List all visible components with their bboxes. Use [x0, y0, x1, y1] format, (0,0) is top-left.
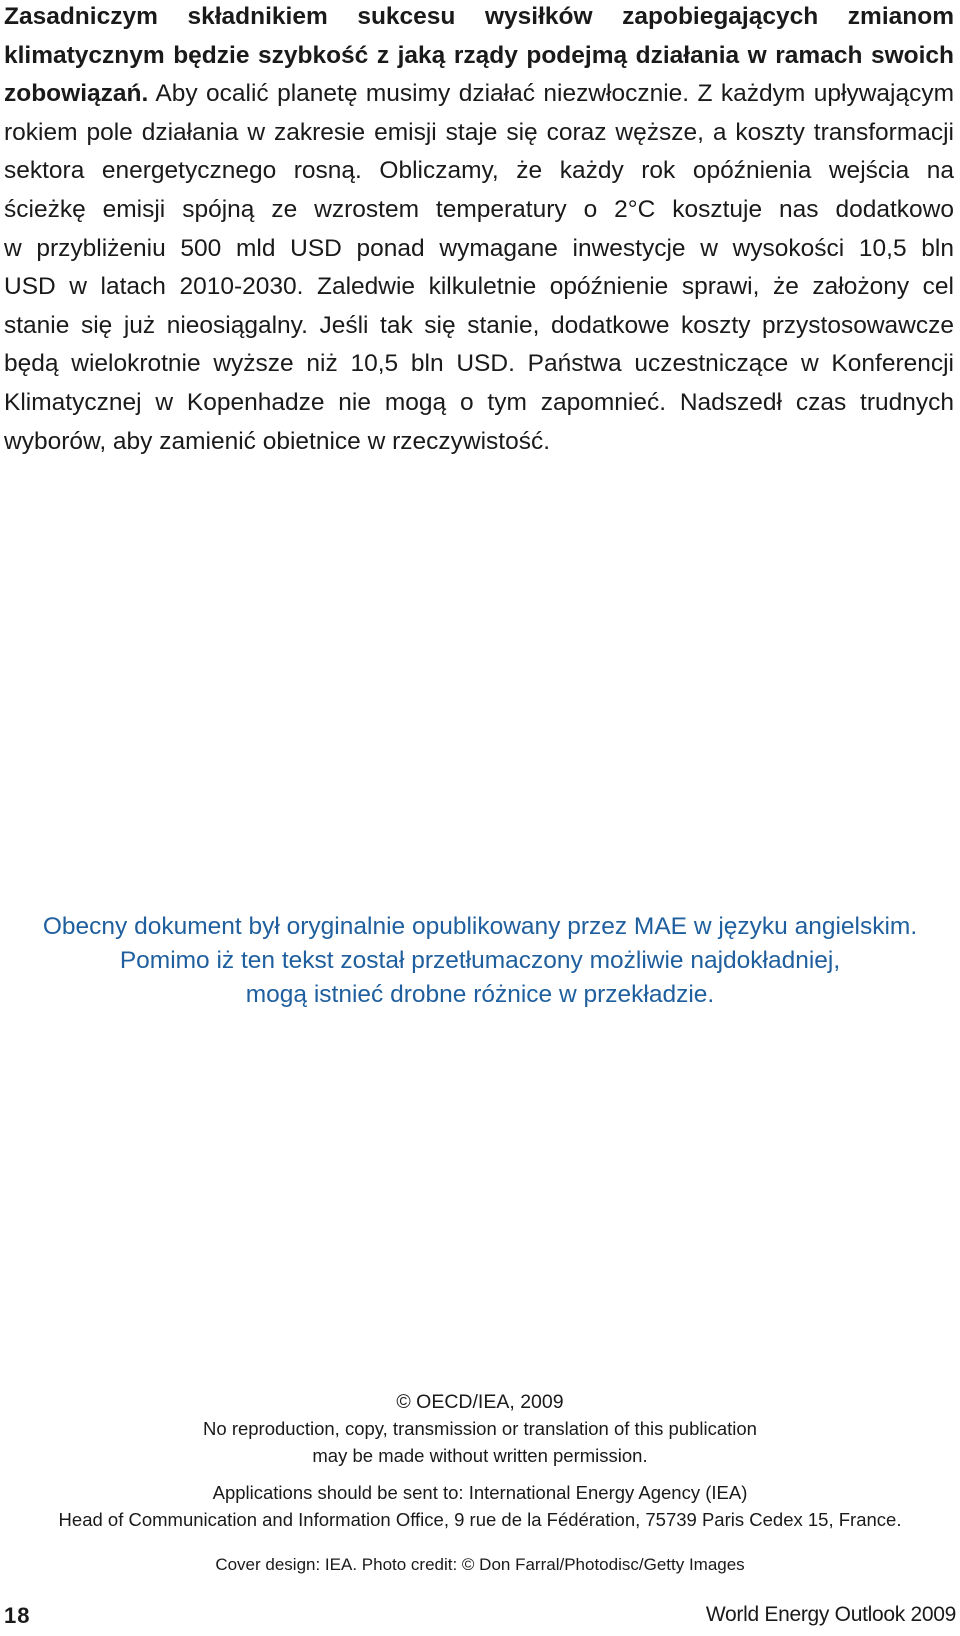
body-line: USD w latach 2010-2030. Zaledwie kilkuletnie opóźnienie sprawi, że założony cel — [4, 273, 954, 301]
body-line: rokiem pole działania w zakresie emisji staje się coraz węższe, a koszty transformacji — [4, 118, 954, 146]
copyright-line: Applications should be sent to: International Energy Agency (IEA) — [212, 1482, 748, 1503]
body-line: Klimatycznej w Kopenhadze nie mogą o tym zapomnieć. Nadszedł czas trudnych — [4, 388, 954, 416]
body-line: wyborów, aby zamienić obietnice w rzeczywistość. — [4, 427, 551, 455]
publication-title: World Energy Outlook 2009 — [705, 1603, 956, 1626]
copyright-line: No reproduction, copy, transmission or translation of this publication — [203, 1418, 757, 1439]
translation-notice — [0, 910, 960, 1012]
body-line: ścieżkę emisji spójną ze wzrostem temperatury o 2°C kosztuje nas dodatkowo — [4, 195, 954, 223]
copyright-title: © OECD/IEA, 2009 — [396, 1391, 564, 1413]
body-paragraph — [4, 0, 954, 461]
body-line — [4, 75, 954, 114]
body-line: w przybliżeniu 500 mld USD ponad wymagane inwestycje w wysokości 10,5 bln — [4, 234, 954, 262]
body-line-rest: Aby ocalić planetę musimy działać niezwłocznie. Z każdym upływającym — [148, 80, 954, 108]
notice-line: mogą istnieć drobne różnice w przekładzie. — [245, 981, 715, 1008]
copyright-line: may be made without written permission. — [312, 1445, 648, 1466]
notice-line: Obecny dokument był oryginalnie opublikowany przez MAE w języku angielskim. — [42, 913, 918, 940]
cover-credit: Cover design: IEA. Photo credit: © Don Farral/Photodisc/Getty Images — [215, 1555, 745, 1574]
body-line: klimatycznym będzie szybkość z jaką rządy podejmą działania w ramach swoich — [4, 41, 954, 69]
spacer — [0, 1469, 960, 1479]
body-line: stanie się już nieosiągalny. Jeśli tak się stanie, dodatkowe koszty przystosowawcze — [4, 311, 954, 339]
body-line: Zasadniczym składnikiem sukcesu wysiłków zapobiegających zmianom — [4, 3, 954, 30]
body-line: sektora energetycznego rosną. Obliczamy, że każdy rok opóźnienia wejścia na — [4, 157, 954, 185]
notice-line: Pomimo iż ten tekst został przetłumaczony możliwie najdokładniej, — [119, 947, 841, 974]
body-line: będą wielokrotnie wyższe niż 10,5 bln USD. Państwa uczestniczące w Konferencji — [4, 350, 954, 378]
copyright-line: Head of Communication and Information Office, 9 rue de la Fédération, 75739 Paris Cedex 15, France. — [58, 1509, 902, 1530]
copyright-block — [0, 1389, 960, 1533]
body-line-bold-part: zobowiązań. — [4, 80, 149, 108]
page-number: 18 — [4, 1603, 31, 1628]
